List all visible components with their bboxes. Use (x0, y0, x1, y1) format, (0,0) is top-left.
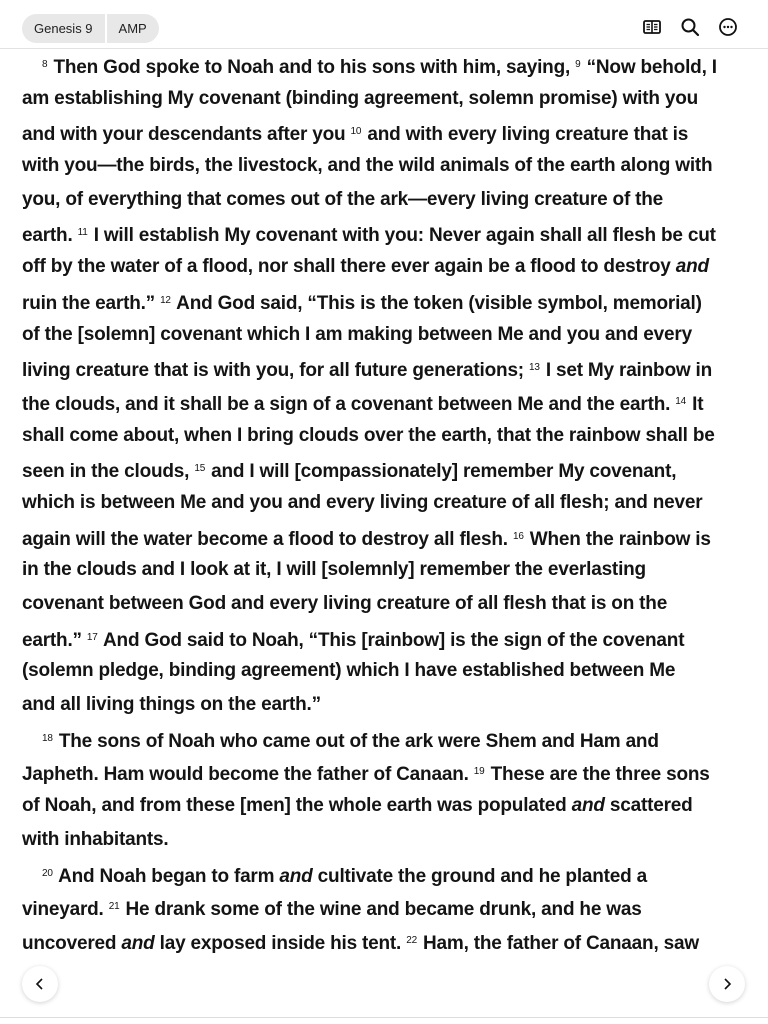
verse-text: These are the three sons (485, 764, 710, 786)
verse-text: and with your descendants after you (22, 124, 351, 146)
verse-text: and all living things on the earth.” (22, 694, 321, 716)
verse-number: 11 (77, 227, 88, 239)
verse-text: Ham, the father of Canaan, saw (417, 932, 699, 954)
text-line (22, 654, 746, 688)
text-line (22, 82, 746, 116)
verse-number: 21 (108, 901, 120, 913)
text-line (22, 722, 746, 756)
verse-text: earth. (22, 225, 78, 247)
more-options-icon[interactable] (718, 17, 738, 37)
bottom-divider (0, 1017, 768, 1018)
previous-chapter-button[interactable] (22, 966, 58, 1002)
text-line (22, 318, 746, 352)
verse-text: When the rainbow is (524, 528, 711, 550)
verse-text: “Now behold, I (581, 57, 717, 78)
verse-text: It (687, 393, 704, 415)
verse-number: 22 (406, 934, 417, 946)
verse-number: 8 (42, 59, 48, 70)
text-line (22, 890, 746, 924)
top-bar (0, 0, 768, 49)
verse-text: lay exposed inside his tent. (154, 932, 407, 954)
verse-text: with inhabitants. (22, 828, 169, 850)
verse-number: 20 (42, 867, 53, 879)
verse-text: Japheth. Ham would become the father of Canaan. (22, 764, 474, 786)
verse-number: 17 (86, 631, 98, 643)
text-line (22, 823, 746, 857)
book-chapter-button[interactable]: Genesis 9 (34, 21, 93, 36)
verse-text: again will the water become a flood to destroy all flesh. (22, 528, 513, 550)
text-line (22, 857, 746, 891)
italic-text: and (121, 932, 155, 954)
text-line (22, 115, 746, 149)
verse-text: And God said to Noah, “This [rainbow] is the sign of the covenant (98, 629, 685, 651)
verse-text: you, of everything that comes out of the ark—every living creature of the (22, 188, 664, 210)
version-button[interactable]: AMP (118, 21, 147, 36)
search-icon[interactable] (680, 17, 700, 37)
verse-text: in the clouds and I look at it, I will [solemnly] remember the everlasting (22, 559, 646, 581)
verse-text: off by the water of a flood, nor shall there ever again be a flood to destroy (22, 256, 676, 278)
verse-text: vineyard. (22, 899, 109, 921)
text-line (22, 452, 746, 486)
passage-selector (22, 14, 159, 43)
verse-text: of Noah, and from these [men] the whole earth was populated (22, 795, 572, 817)
verse-text: The sons of Noah who came out of the ark were Shem and Ham and (53, 730, 659, 752)
verse-text: He drank some of the wine and became drunk, and he was (120, 899, 642, 921)
verse-text: the clouds, and it shall be a sign of a covenant between Me and the earth. (22, 393, 676, 415)
verse-text: scattered (604, 795, 693, 817)
verse-text: And Noah began to farm (53, 865, 280, 887)
verse-number: 19 (473, 766, 485, 778)
text-line (22, 688, 746, 722)
verse-text: uncovered (22, 932, 122, 954)
verse-text: which is between Me and you and every living creature of all flesh; and never (22, 491, 703, 513)
italic-text: and (571, 795, 605, 817)
verse-text: cultivate the ground and he planted a (312, 865, 648, 887)
scripture-text (22, 48, 746, 958)
text-line (22, 385, 746, 419)
chevron-right-icon (720, 977, 734, 991)
text-line (22, 587, 746, 621)
verse-text: And God said, “This is the token (visible symbol, memorial) (171, 292, 702, 314)
text-line (22, 250, 746, 284)
text-line (22, 419, 746, 453)
text-line (22, 621, 746, 655)
verse-text: shall come about, when I bring clouds over the earth, that the rainbow shall be (22, 424, 715, 446)
next-chapter-button[interactable] (709, 966, 745, 1002)
verse-text: am establishing My covenant (binding agreement, solemn promise) with you (22, 87, 699, 109)
verse-number: 10 (350, 126, 362, 138)
verse-number: 14 (675, 395, 687, 407)
verse-number: 15 (194, 463, 206, 475)
verse-text: ruin the earth.” (22, 292, 161, 314)
text-line (22, 924, 746, 958)
verse-text: with you—the birds, the livestock, and the wild animals of the earth along with (22, 155, 713, 177)
text-line (22, 351, 746, 385)
italic-text: and (279, 865, 313, 887)
verse-number: 16 (512, 530, 524, 542)
text-line (22, 520, 746, 554)
text-line (22, 553, 746, 587)
verse-number: 18 (42, 732, 53, 744)
text-line (22, 48, 746, 82)
parallel-view-icon[interactable] (642, 17, 662, 37)
verse-text: earth.” (22, 629, 87, 651)
verse-number: 13 (529, 362, 540, 374)
verse-text: of the [solemn] covenant which I am making between Me and you and every (22, 323, 692, 345)
verse-text: and with every living creature that is (362, 124, 689, 146)
verse-text: covenant between God and every living creature of all flesh that is on the (22, 593, 668, 614)
text-line (22, 216, 746, 250)
text-line (22, 149, 746, 183)
verse-number: 9 (575, 59, 581, 70)
italic-text: and (675, 256, 709, 278)
text-line (22, 183, 746, 217)
text-line (22, 284, 746, 318)
chevron-left-icon (33, 977, 47, 991)
verse-text: living creature that is with you, for all future generations; (22, 360, 530, 382)
verse-number: 12 (160, 294, 171, 306)
verse-text: (solemn pledge, binding agreement) which I have established between Me (22, 660, 676, 682)
text-line (22, 789, 746, 823)
verse-text: and I will [compassionately] remember My covenant, (206, 461, 677, 483)
text-line (22, 755, 746, 789)
verse-text: I set My rainbow in (540, 360, 712, 382)
verse-text: Then God spoke to Noah and to his sons with him, saying, (48, 57, 576, 78)
text-line (22, 486, 746, 520)
verse-text: seen in the clouds, (22, 461, 195, 483)
verse-text: I will establish My covenant with you: Never again shall all flesh be cut (88, 225, 716, 247)
